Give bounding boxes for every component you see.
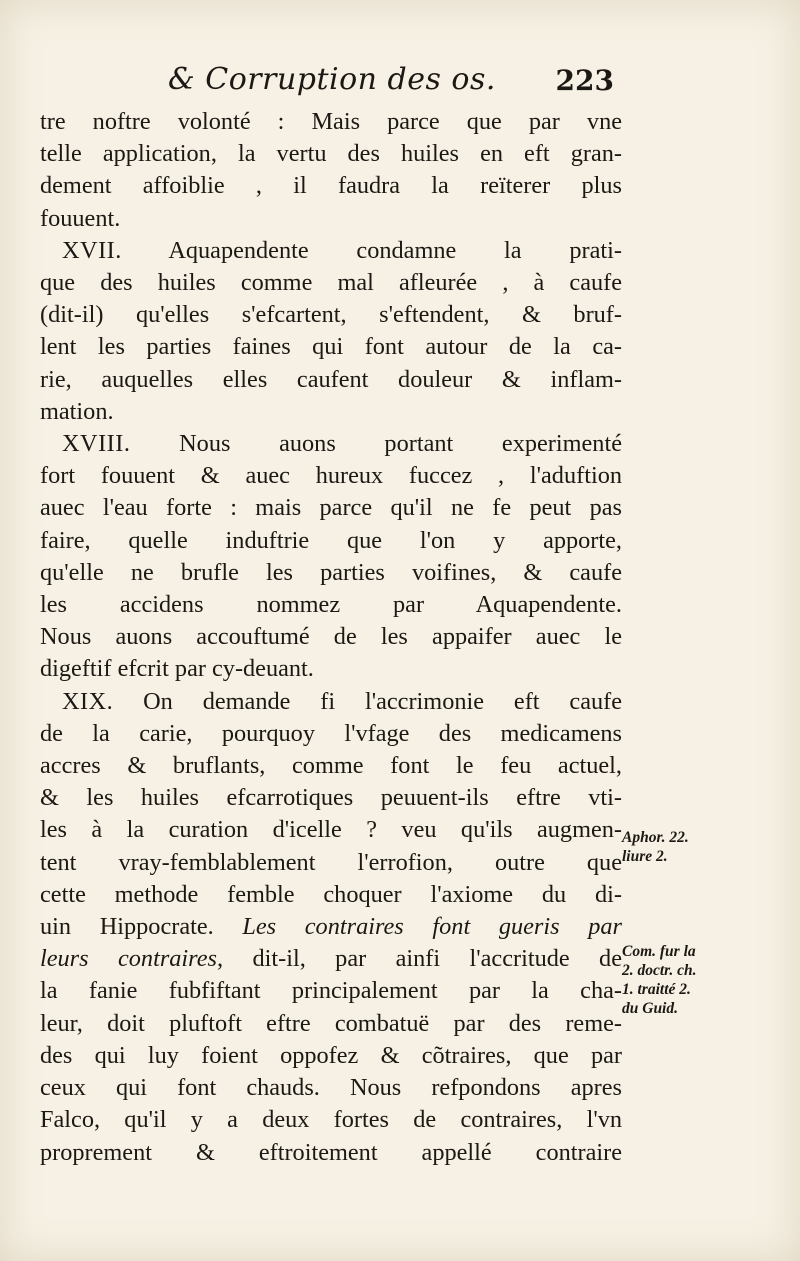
line-text: tent vray-femblablement l'errofion, outre que [40,848,622,876]
line-text: telle application, la vertu des huiles en eft gran- [40,140,622,168]
text-line [40,718,622,750]
text-line [40,460,622,492]
section-number: XVII. [62,236,122,264]
line-text: accres & bruflants, comme font le feu actuel, [40,752,622,780]
text-line [40,879,622,911]
text-line [40,621,622,653]
text-line [40,235,622,267]
text-line [40,750,622,782]
text-line [40,975,622,1007]
text-line [40,653,622,685]
text-line [40,686,622,718]
text-line [40,1104,622,1136]
line-text: leur, doit pluftoft eftre combatuë par des reme- [40,1009,622,1037]
body-text [40,106,622,1169]
margin-note-line: Com. fur la [622,943,696,960]
text-line [40,525,622,557]
line-text: fouuent. [40,204,121,232]
text-line [40,1008,622,1040]
line-text: ceux qui font chauds. Nous refpondons apres [40,1074,622,1102]
text-line [40,492,622,524]
line-text: Falco, qu'il y a deux fortes de contraires, l'vn [40,1106,622,1134]
text-line [40,1040,622,1072]
line-text: Aquapendente condamne la prati- [168,236,622,264]
text-line [40,943,622,975]
text-line [40,267,622,299]
italic-quote: Les contraires font gueris par [242,913,622,941]
text-line [40,331,622,363]
section-number: XIX. [62,687,114,715]
line-text: de la carie, pourquoy l'vfage des medicamens [40,719,622,747]
line-text: lent les parties faines qui font autour de la ca- [40,333,622,361]
line-text: On demande fi l'accrimonie eft caufe [143,687,622,715]
section-number: XVIII. [62,430,131,458]
text-line [40,396,622,428]
line-text: fort fouuent & auec hureux fuccez , l'aduftion [40,462,622,490]
line-text: cette methode femble choquer l'axiome du di- [40,880,622,908]
line-text: Nous auons accouftumé de les appaifer auec le [40,623,622,651]
running-title: & Corruption des os. [168,62,496,97]
line-text: des qui luy foient oppofez & cõtraires, que par [40,1041,622,1069]
line-text: (dit-il) qu'elles s'efcartent, s'eftendent, & bruf- [40,301,622,329]
text-line [40,170,622,202]
line-text: que des huiles comme mal afleurée , à caufe [40,269,622,297]
line-text: faire, quelle induftrie que l'on y apporte, [40,526,622,554]
text-line [40,782,622,814]
line-text: proprement & eftroitement appellé contraire [40,1138,622,1166]
text-line [40,1137,622,1169]
line-text: digeftif efcrit par cy-deuant. [40,655,314,683]
margin-note-line: liure 2. [622,848,668,865]
text-line [40,138,622,170]
page-number: 223 [555,64,614,97]
text-line [40,911,622,943]
line-text: dement affoiblie , il faudra la reïterer plus [40,172,622,200]
line-text: , dit-il, par ainfi l'accritude de [216,945,622,973]
text-line [40,428,622,460]
margin-note-line: 2. doctr. ch. [622,962,697,979]
text-line [40,364,622,396]
text-line [40,589,622,621]
text-line [40,106,622,138]
line-text: Nous auons portant experimenté [179,430,622,458]
margin-note-aphorism [622,828,752,866]
line-text: les à la curation d'icelle ? veu qu'ils augmen- [40,816,622,844]
text-line [40,557,622,589]
line-text: auec l'eau forte : mais parce qu'il ne fe peut pas [40,494,622,522]
margin-note-commentary [622,942,752,1018]
line-text: qu'elle ne brufle les parties voifines, & caufe [40,558,622,586]
line-text: les accidens nommez par Aquapendente. [40,591,622,619]
margin-note-line: Aphor. 22. [622,829,689,846]
line-text: tre noftre volonté : Mais parce que par vne [40,108,622,135]
line-text: mation. [40,397,114,425]
italic-quote: leurs contraires [40,945,217,973]
margin-note-line: 1. traitté 2. [622,981,691,998]
text-line [40,847,622,879]
text-line [40,203,622,235]
line-text: rie, auquelles elles caufent douleur & inflam- [40,365,622,393]
line-text: uin Hippocrate. [40,913,214,941]
line-text: la fanie fubfiftant principalement par la cha- [40,977,622,1005]
text-line [40,1072,622,1104]
line-text: & les huiles efcarrotiques peuuent-ils eftre vti- [40,784,622,812]
margin-note-line: du Guid. [622,1000,678,1017]
text-line [40,299,622,331]
page-header [158,62,618,104]
text-line [40,814,622,846]
